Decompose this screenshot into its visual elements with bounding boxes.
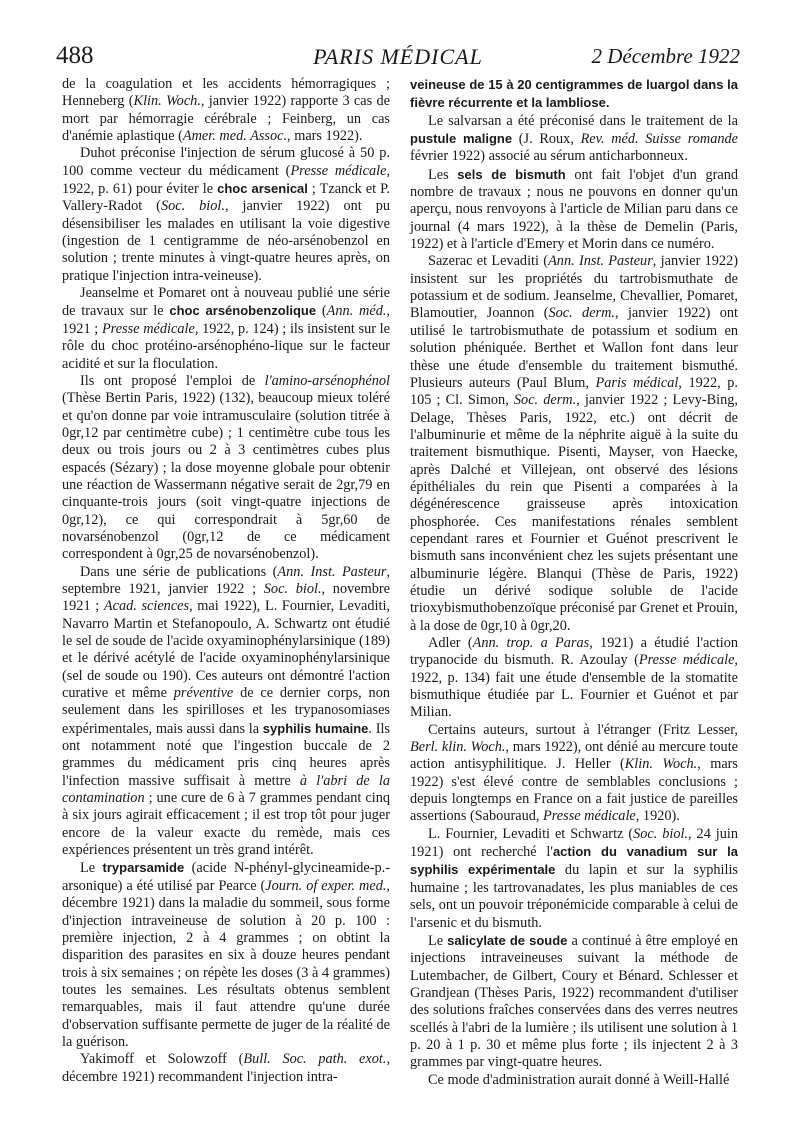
bold-term: pustule maligne	[410, 131, 513, 147]
text-run: (Thèse Bertin Paris, 1922) (132), beaucoup mieux toléré et qu'on donne par voie intramusculaire (solution titrée à 0gr,12 par centimètre cube) ; 1 centimètre cube tous les deux ou trois jours ou 2 à 3 centimètres cubes plus espacés (Sézary) ; la dose moyenne globale pour obtenir une réaction de Wassermann négative serait de 2gr,79 en cinquante-trois jours (soit vingt-quatre injections de 0gr,12), ce qui correspondrait à 5gr,60 de novarsénobenzol (0gr,12 de ce médicament correspondent à 0gr,25 de novarsénobenzol).	[62, 390, 390, 563]
text-run: Le salvarsan a été préconisé dans le traitement de la	[428, 112, 738, 129]
paragraph-p8	[410, 76, 738, 113]
text-run: . Ils ont notamment noté que l'ingestion buccale de 2 grammes du médicament pris cinq heures après l'infection massive suffisait à mettre	[62, 720, 390, 789]
italic-citation: Journ. of exper. med.	[265, 877, 387, 894]
text-run: , 1921 ;	[62, 303, 390, 337]
bold-term: choc arsenical	[217, 181, 308, 197]
text-run: , septembre 1921, janvier 1922 ;	[62, 563, 391, 597]
paragraph-p1	[62, 76, 390, 145]
italic-citation: Presse médicale	[638, 652, 735, 669]
italic-citation: Presse médicale	[290, 162, 387, 179]
page-number: 488	[56, 42, 94, 69]
bold-term: salicylate de soude	[447, 932, 568, 948]
paragraph-p3	[62, 285, 390, 373]
text-run: , janvier 1922) ont pu désensibiliser les malades en utilisant la voie digestive (ingestion de 1 centigramme de néo-arsénobenzol en solution ; trente minutes à vingt-quatre heures après, on pratique l'injection intra-veineuse).	[62, 198, 390, 284]
text-run: , 1920).	[635, 808, 680, 825]
text-run: ; une cure de 6 à 7 grammes pendant cinq à six jours agirait efficacement ; il est trop tôt pour juger encore de la valeur exacte du remède, mais ces expériences présentent un très grand intérêt.	[62, 790, 390, 859]
bold-term: choc arsénobenzolique	[169, 303, 317, 319]
text-run: , 1921) a étudié l'action trypanocide du bismuth. R. Azoulay (	[410, 635, 738, 669]
journal-title: PARIS MÉDICAL	[313, 44, 483, 69]
italic-citation: Berl. klin. Woch.	[410, 739, 506, 756]
paragraph-p11	[410, 253, 738, 635]
text-run: Ils ont proposé l'emploi de	[80, 372, 265, 389]
text-run: Jeanselme et Pomaret ont à nouveau publié une série de travaux sur le	[62, 285, 390, 320]
text-run: Les	[428, 166, 458, 183]
text-run: de la coagulation et les accidents hémorragiques ; Henneberg (	[62, 76, 390, 110]
italic-citation: Ann. méd.	[326, 303, 387, 320]
paragraph-p12	[410, 635, 738, 722]
italic-citation: Klin. Woch.	[624, 756, 698, 773]
text-run: , 1922, p. 61) pour éviter le	[62, 162, 391, 198]
issue-date: 2 Décembre 1922	[591, 44, 740, 68]
italic-citation: préventive	[173, 685, 234, 702]
text-run: , 1922, p. 134) fait une étude d'ensemble de la stomatite bismuthique étudiée par L. Fournier et Guénot et par Milian.	[410, 652, 738, 721]
text-run: , 1922, p. 105 ; Cl. Simon,	[410, 374, 738, 409]
text-run: Dans une série de publications (	[80, 563, 278, 580]
italic-citation: Soc. derm.	[548, 305, 616, 322]
text-run: Le	[80, 860, 103, 877]
text-run: , décembre 1921) recommandent l'injection intra-	[62, 1051, 391, 1085]
text-run: ; Tzanck et P. Vallery-Radot (	[62, 181, 391, 215]
text-run: , mars 1922) s'est élevé contre de semblables conclusions ; depuis longtemps en France on a fait justice de pareilles assertions (Sabouraud,	[410, 756, 738, 825]
running-header	[56, 42, 740, 76]
italic-citation: Soc. derm.	[513, 392, 577, 409]
text-run: L. Fournier, Levaditi et Schwartz (	[428, 825, 634, 842]
text-run: Yakimoff et Solowzoff (	[80, 1051, 244, 1068]
bold-term: action du vanadium sur la syphilis expérimentale	[410, 844, 738, 878]
text-run: Ce mode d'administration aurait donné à Weill-Hallé	[428, 1071, 730, 1088]
italic-citation: Klin. Woch.	[133, 93, 201, 110]
text-run: du lapin et sur la syphilis humaine ; les tartrovanadates, les plus maniables de ces sels, ont un pouvoir tréponémicide comparable à celui de l'arsenic et du bismuth.	[410, 862, 738, 931]
left-column	[62, 76, 390, 1086]
text-run: , mars 1922), ont dénié au mercure toute action antisyphilitique. J. Heller (	[410, 739, 739, 773]
right-column	[410, 76, 738, 1089]
text-run: , janvier 1922) ont utilisé le tartrobismuthate de potassium et sodium en solution phéniquée. Berthet et Wallon font dans leur thèse une étude d'ensemble du traitement bismuthé. Plusieurs auteurs (Paul Blum,	[410, 305, 738, 391]
paragraph-p14	[410, 826, 738, 932]
text-run: février 1922) associé au sérum anticharbonneux.	[410, 148, 688, 165]
text-run: Adler (	[428, 635, 473, 651]
italic-citation: Acad. sciences	[103, 598, 190, 615]
bold-term: veineuse de 15 à 20 centigrammes de luargol dans la fièvre récurrente et la lambliose.	[410, 77, 738, 111]
text-run: Le	[428, 932, 448, 949]
italic-citation: Ann. Inst. Pasteur	[277, 563, 387, 580]
text-run: (acide N-phényl-glycineamide-p.-arsonique) a été utilisé par Pearce (	[62, 860, 390, 894]
italic-citation: Soc. biol.	[263, 580, 322, 597]
text-run: , janvier 1922) insistent sur les propriétés du tartrobismuthate de potassium et de sodium. Jeanselme, Chevallier, Pomaret, Blamoutier, Joannon (	[410, 253, 738, 322]
text-run: , novembre 1921 ;	[62, 580, 390, 615]
text-run: , 1922, p. 124) ; ils insistent sur le rôle du choc protéino-arsénophéno-lique sur le facteur acidité et sur la floculation.	[62, 320, 390, 372]
text-run: (	[316, 303, 327, 320]
text-run: , mars 1922).	[287, 128, 363, 145]
paragraph-p7	[62, 1051, 390, 1086]
paragraph-p2	[62, 145, 390, 285]
bold-term: syphilis humaine	[262, 720, 369, 736]
text-run: (J. Roux,	[512, 131, 581, 148]
italic-citation: l'amino-arsénophénol	[264, 372, 390, 389]
italic-citation: Ann. trop. a Paras	[472, 635, 590, 651]
italic-citation: à l'abri de la contamination	[62, 772, 390, 807]
text-run: a continué à être employé en injections intraveineuses suivant la méthode de Lutembacher, de Gilbert, Coury et Bénard. Schlesser et Grandjean (Thèses Paris, 1922) recommandent d'utiliser des solutions fraîches conservées dans des verres neutres scellés à l'abri de la lumière ; ils utilisent une solution à 1 p. 20 à 1 p. 30 et même plus forte ; ils injectent 2 à 3 grammes par vingt-quatre heures.	[410, 932, 738, 1071]
italic-citation: Soc. biol.	[633, 825, 689, 842]
paragraph-p10	[410, 166, 738, 254]
bold-term: tryparsamide	[102, 860, 185, 876]
italic-citation: Presse médicale	[101, 320, 195, 337]
text-run: , janvier 1922 ; Levy-Bing, Delage, Thèses Paris, 1922, etc.) ont décrit de l'albuminurie et même de la néphrite aiguë à la suite du traitement bismuthique. Pisenti, Mayser, von Haecke, après Dalché et Villejean, ont observé des lésions épithéliales du rein que Pisenti a comparées à la dégénérescence graisseuse après intoxication phosphorée. Ces manifestations rénales semblent cependant rares et Fournier et Guénot prescrivent le bismuth sans inconvénient chez les sujets présentant une albuminurie légère. Blanqui (Thèse de Paris, 1922) étudie un dérivé sodique soluble de l'acide trioxybismuthobenzoïque préconisé par Grenet et Prouin, à la dose de 0gr,10 à 0gr,20.	[410, 392, 739, 634]
text-run: ont fait l'objet d'un grand nombre de travaux ; nous ne pouvons en donner qu'un aperçu, nous renvoyons à l'article de Milian paru dans ce journal (4 mars 1922), à la thèse de Demelin (Paris, 1922) et à l'article d'Emery et Morin dans ce numéro.	[410, 166, 738, 253]
italic-citation: Ann. Inst. Pasteur	[548, 253, 653, 270]
paragraph-p9	[410, 113, 738, 166]
text-run: , décembre 1921) dans la maladie du sommeil, sous forme d'injection intraveineuse de solution à 20 p. 100 : première injection, 2 à 4 grammes ; on obtint la disparition des parasites en six à douze heures pendant trois à six semaines ; on répète les doses (3 à 4 grammes) toutes les semaines. Les résultats obtenus semblent remarquables, mais il faut attendre qu'une durée d'observation suffisante permette de juger de la réalité de la guérison.	[62, 877, 390, 1050]
text-run: de ce dernier corps, non seulement dans les spirilloses et les trypanosomiases expérimentales, mais aussi dans la	[62, 685, 390, 737]
paragraph-p4	[62, 373, 390, 564]
italic-citation: Paris médical	[595, 374, 679, 391]
paragraph-p6	[62, 859, 390, 1051]
italic-citation: Presse médicale	[543, 808, 636, 825]
bold-term: sels de bismuth	[457, 166, 566, 182]
italic-citation: Soc. biol.	[160, 198, 225, 215]
text-run: , 24 juin 1921) ont recherché l'	[410, 825, 739, 861]
paragraph-p15	[410, 932, 738, 1072]
italic-citation: Amer. med. Assoc.	[182, 128, 288, 145]
paragraph-p13	[410, 722, 738, 826]
paragraph-p16	[410, 1072, 738, 1089]
italic-citation: Bull. Soc. path. exot.	[243, 1051, 387, 1068]
italic-citation: Rev. méd. Suisse romande	[580, 131, 738, 148]
text-run: Duhot préconise l'injection de sérum glucosé à 50 p. 100 comme vecteur du médicament (	[62, 145, 390, 179]
text-run: Sazerac et Levaditi (	[428, 253, 549, 270]
text-run: Certains auteurs, surtout à l'étranger (Fritz Lesser,	[428, 721, 738, 738]
paragraph-p5	[62, 564, 390, 860]
text-run: , janvier 1922) rapporte 3 cas de mort par hémorragie cérébrale ; Feinberg, un cas d'anémie aplastique (	[62, 93, 390, 145]
text-run: , mai 1922), L. Fournier, Levaditi, Navarro Martin et Stefanopoulo, A. Schwartz ont étudié le sel de soude de l'acide oxyaminophénylarsinique (189) et le dérivé acétylé de l'acide oxyaminophénylarsinique (sel de soude ou 190). Ces auteurs ont démontré l'action curative et même	[62, 598, 391, 702]
